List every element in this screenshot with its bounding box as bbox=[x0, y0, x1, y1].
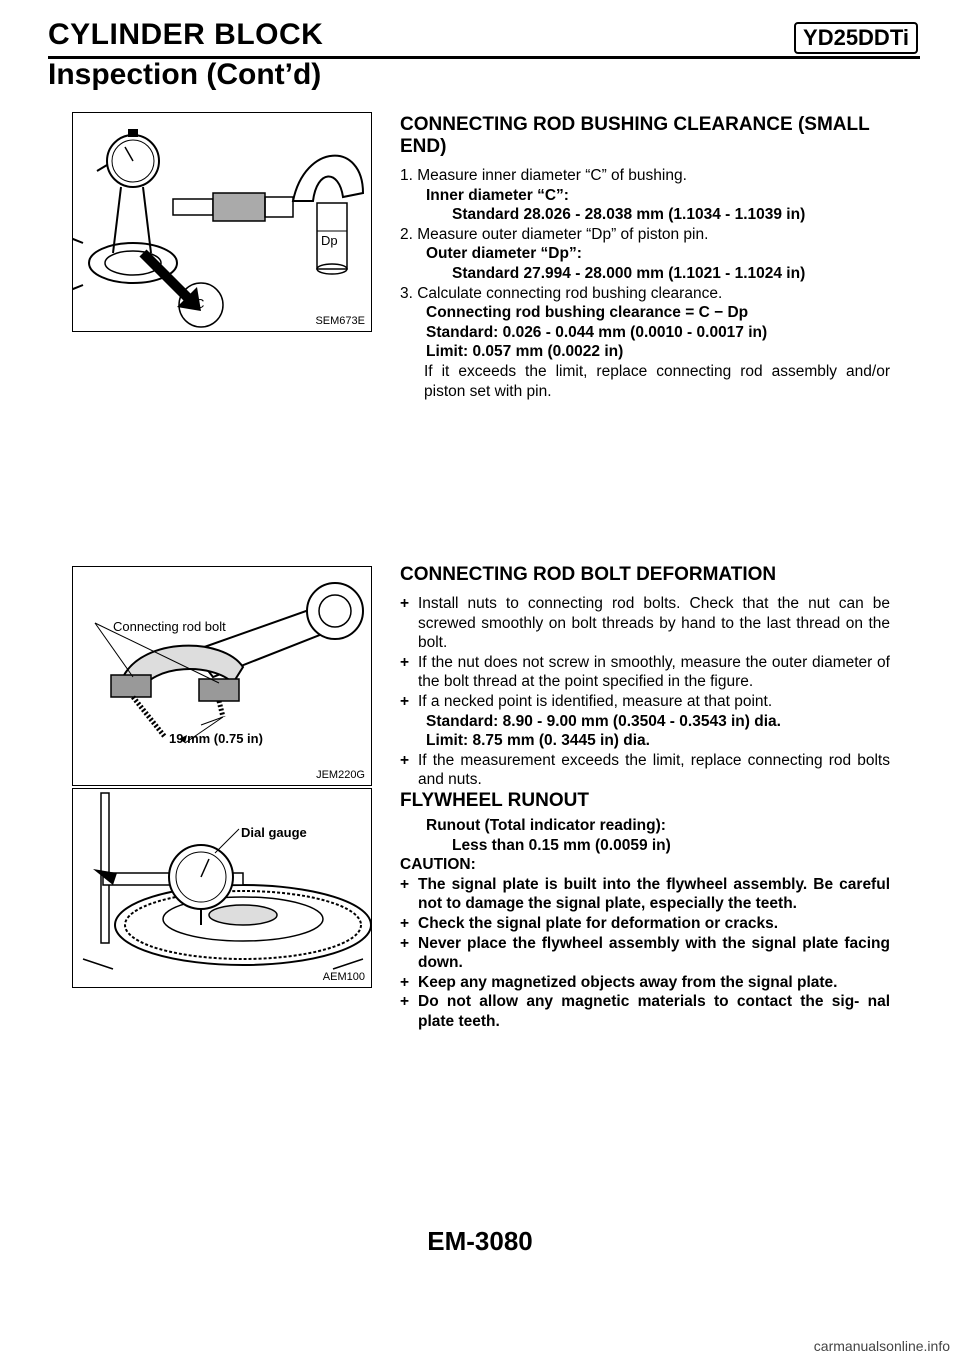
list-item: + Never place the flywheel assembly with the signal plate facing down. bbox=[400, 934, 890, 972]
outer-diameter-label: Outer diameter “Dp”: bbox=[426, 245, 582, 263]
bushing-illustration bbox=[73, 113, 371, 331]
rod-bolt-illustration bbox=[73, 567, 371, 785]
section-title: CYLINDER BLOCK bbox=[48, 18, 324, 51]
figure-code: SEM673E bbox=[315, 315, 365, 327]
section-subtitle: Inspection (Cont’d) bbox=[48, 58, 322, 91]
step-3: 3. Calculate connecting rod bushing clearance. bbox=[400, 284, 723, 302]
list-item: + The signal plate is built into the flywheel assembly. Be careful not to damage the signal plate, especially the teeth. bbox=[400, 875, 890, 913]
outer-diameter-standard: Standard 27.994 - 28.000 mm (1.1021 - 1.1024 in) bbox=[452, 264, 806, 282]
clearance-formula: Connecting rod bushing clearance = C − Dp bbox=[426, 304, 749, 322]
step-2: 2. Measure outer diameter “Dp” of piston pin. bbox=[400, 225, 709, 243]
list-item: + If a necked point is identified, measure at that point. bbox=[400, 692, 773, 710]
caution-label: CAUTION: bbox=[400, 856, 476, 874]
figure-flywheel-runout bbox=[72, 788, 372, 988]
label-dial-gauge: Dial gauge bbox=[241, 825, 307, 840]
figure-rod-bolt bbox=[72, 566, 372, 786]
step-1: 1. Measure inner diameter “C” of bushing. bbox=[400, 167, 687, 184]
page-number: EM-3080 bbox=[427, 1226, 533, 1256]
inner-diameter-label: Inner diameter “C”: bbox=[426, 186, 569, 204]
label-connecting-rod-bolt: Connecting rod bolt bbox=[113, 619, 226, 634]
runout-value: Less than 0.15 mm (0.0059 in) bbox=[452, 836, 671, 854]
heading-rod-bolt: CONNECTING ROD BOLT DEFORMATION bbox=[400, 564, 777, 585]
list-item: + If the nut does not screw in smoothly, measure the outer diameter of the bolt thread at the point specified in the figure. bbox=[400, 653, 890, 691]
list-item: + Keep any magnetized objects away from the signal plate. bbox=[400, 973, 838, 991]
list-item: + Check the signal plate for deformation or cracks. bbox=[400, 914, 779, 932]
list-item: + Install nuts to connecting rod bolts. Check that the nut can be screwed smoothly on bolt threads by hand to the last thread on the bolt. bbox=[400, 595, 890, 652]
inner-diameter-standard: Standard 28.026 - 28.038 mm (1.1034 - 1.1039 in) bbox=[452, 206, 806, 224]
clearance-note: If it exceeds the limit, replace connecting rod assembly and/or piston set with pin. bbox=[424, 362, 890, 400]
watermark: carmanualsonline.info bbox=[813, 1338, 950, 1354]
clearance-standard: Standard: 0.026 - 0.044 mm (0.0010 - 0.0017 in) bbox=[426, 323, 768, 341]
runout-label: Runout (Total indicator reading): bbox=[426, 817, 666, 834]
clearance-limit: Limit: 0.057 mm (0.0022 in) bbox=[426, 343, 624, 361]
label-c: C bbox=[195, 296, 205, 311]
section-bushing-clearance bbox=[400, 114, 890, 401]
list-item: + If the measurement exceeds the limit, replace connecting rod bolts and nuts. bbox=[400, 751, 890, 789]
section-rod-bolt-deformation bbox=[400, 564, 890, 790]
figure-bushing-measurement bbox=[72, 112, 372, 332]
figure-code: AEM100 bbox=[322, 971, 365, 983]
model-badge: YD25DDTi bbox=[794, 22, 918, 54]
bolt-limit: Limit: 8.75 mm (0. 3445 in) dia. bbox=[426, 732, 650, 750]
bolt-standard: Standard: 8.90 - 9.00 mm (0.3504 - 0.3543 in) dia. bbox=[426, 712, 781, 730]
section-flywheel-runout bbox=[400, 790, 890, 1032]
flywheel-illustration bbox=[73, 789, 371, 987]
figure-code: JEM220G bbox=[316, 769, 365, 781]
list-item: + Do not allow any magnetic materials to contact the sig- nal plate teeth. bbox=[400, 993, 890, 1030]
label-19mm: 19 mm (0.75 in) bbox=[169, 731, 263, 746]
heading-bushing-clearance: CONNECTING ROD BUSHING CLEARANCE (SMALL END) bbox=[400, 114, 870, 157]
label-dp: Dp bbox=[321, 233, 338, 248]
heading-flywheel-runout: FLYWHEEL RUNOUT bbox=[400, 790, 589, 811]
